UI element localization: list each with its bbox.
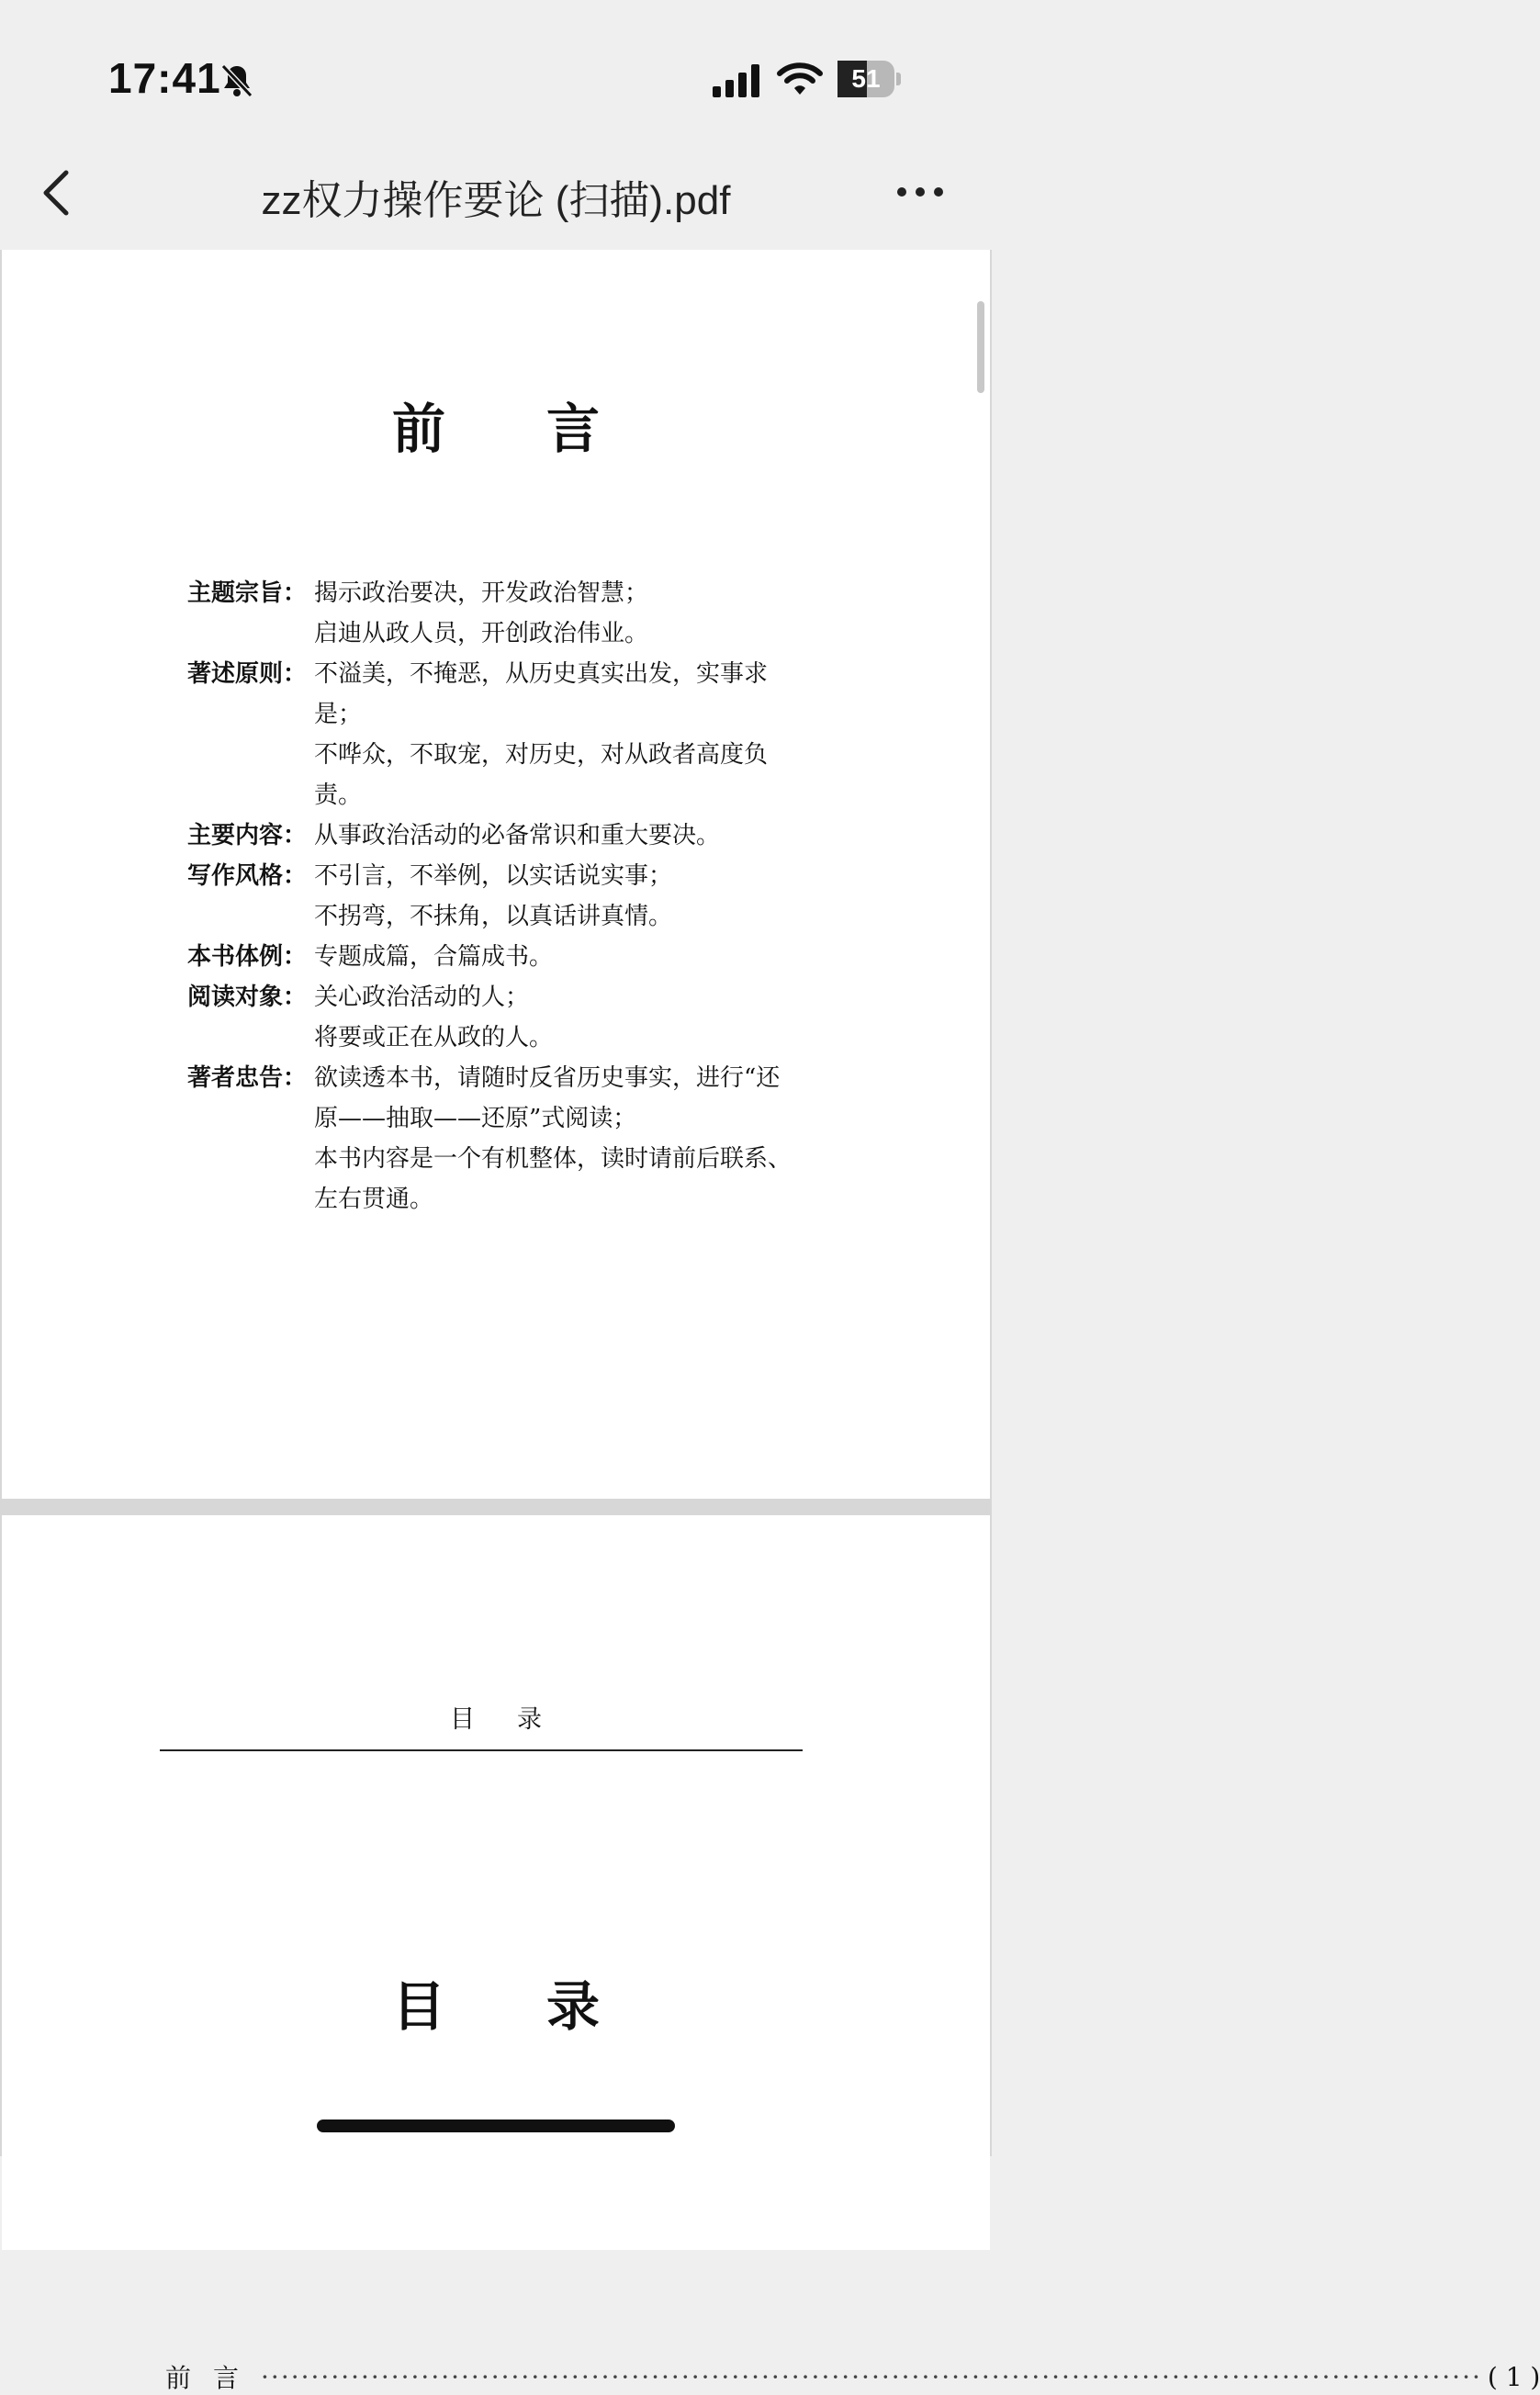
status-bar <box>0 0 992 138</box>
preface-row <box>187 654 849 815</box>
bell-slash-icon <box>217 61 257 101</box>
preface-row <box>187 1058 849 1220</box>
running-header: 目录 <box>450 1705 584 1734</box>
preface-row-text <box>314 654 849 815</box>
battery-icon <box>837 61 902 97</box>
preface-line: 欲读透本书，请随时反省历史事实，进行“还 <box>314 1064 781 1092</box>
preface-row-text <box>314 573 849 654</box>
toc-entry-name: 前言 <box>165 2363 262 2393</box>
preface-row-label: 本书体例： <box>187 943 308 971</box>
preface-title: 前言 <box>391 398 701 460</box>
preface-line: 揭示政治要决，开发政治智慧； <box>314 579 649 607</box>
preface-line: 不溢美，不掩恶，从历史真实出发，实事求 <box>314 660 769 688</box>
toc-entry-page: ( 1 ) <box>1487 2361 1540 2392</box>
preface-row-label: 主题宗旨： <box>187 579 308 607</box>
preface-line: 从事政治活动的必备常识和重大要决。 <box>314 822 721 849</box>
toc-title: 目录 <box>391 1975 701 2038</box>
chevron-left-icon[interactable] <box>35 165 81 220</box>
preface-line: 将要或正在从政的人。 <box>314 1024 554 1051</box>
preface-line: 不引言，不举例，以实话说实事； <box>314 862 673 890</box>
preface-row <box>187 815 849 856</box>
preface-row <box>187 937 849 977</box>
preface-row <box>187 977 849 1058</box>
nav-bar <box>0 138 992 250</box>
preface-row <box>187 856 849 937</box>
more-horizontal-icon[interactable] <box>893 178 948 206</box>
preface-line: 是； <box>314 701 363 728</box>
preface-row-text <box>314 815 849 856</box>
preface-row-label: 著述原则： <box>187 660 308 688</box>
toc-entry[interactable] <box>165 2358 1540 2395</box>
cellular-signal-icon <box>713 64 762 97</box>
preface-row-label: 阅读对象： <box>187 984 308 1011</box>
preface-line: 启迪从政人员，开创政治伟业。 <box>314 620 649 647</box>
preface-line: 原——抽取——还原”式阅读； <box>314 1105 637 1132</box>
pdf-page-1 <box>2 250 990 1499</box>
preface-row-label: 写作风格： <box>187 862 308 890</box>
preface-row <box>187 573 849 654</box>
preface-row-label: 著者忠告： <box>187 1064 308 1092</box>
battery-level: 51 <box>851 64 881 93</box>
preface-line: 责。 <box>314 781 363 809</box>
wifi-icon <box>777 61 823 97</box>
preface-row-text <box>314 937 849 977</box>
pdf-page-2 <box>2 1515 1540 2393</box>
preface-line: 不拐弯，不抹角，以真话讲真情。 <box>314 903 673 930</box>
preface-row-text <box>314 977 849 1058</box>
preface-row-text <box>314 1058 849 1220</box>
preface-row-label: 主要内容： <box>187 822 308 849</box>
document-title: zz权力操作要论 (扫描).pdf <box>261 178 731 223</box>
home-indicator[interactable] <box>317 2120 675 2132</box>
preface-body <box>187 573 849 1220</box>
header-rule <box>160 1749 803 1751</box>
preface-row-text <box>314 856 849 937</box>
toc-leader-dots: ·························································································································· <box>261 2361 1482 2392</box>
pdf-viewer[interactable] <box>0 250 1540 2393</box>
scrollbar-thumb[interactable] <box>977 301 984 393</box>
preface-line: 关心政治活动的人； <box>314 984 530 1011</box>
preface-line: 专题成篇，合篇成书。 <box>314 943 554 971</box>
preface-line: 左右贯通。 <box>314 1186 434 1213</box>
preface-line: 本书内容是一个有机整体，读时请前后联系、 <box>314 1145 792 1173</box>
status-time: 17:41 <box>108 54 221 102</box>
preface-line: 不哗众，不取宠，对历史，对从政者高度负 <box>314 741 769 769</box>
